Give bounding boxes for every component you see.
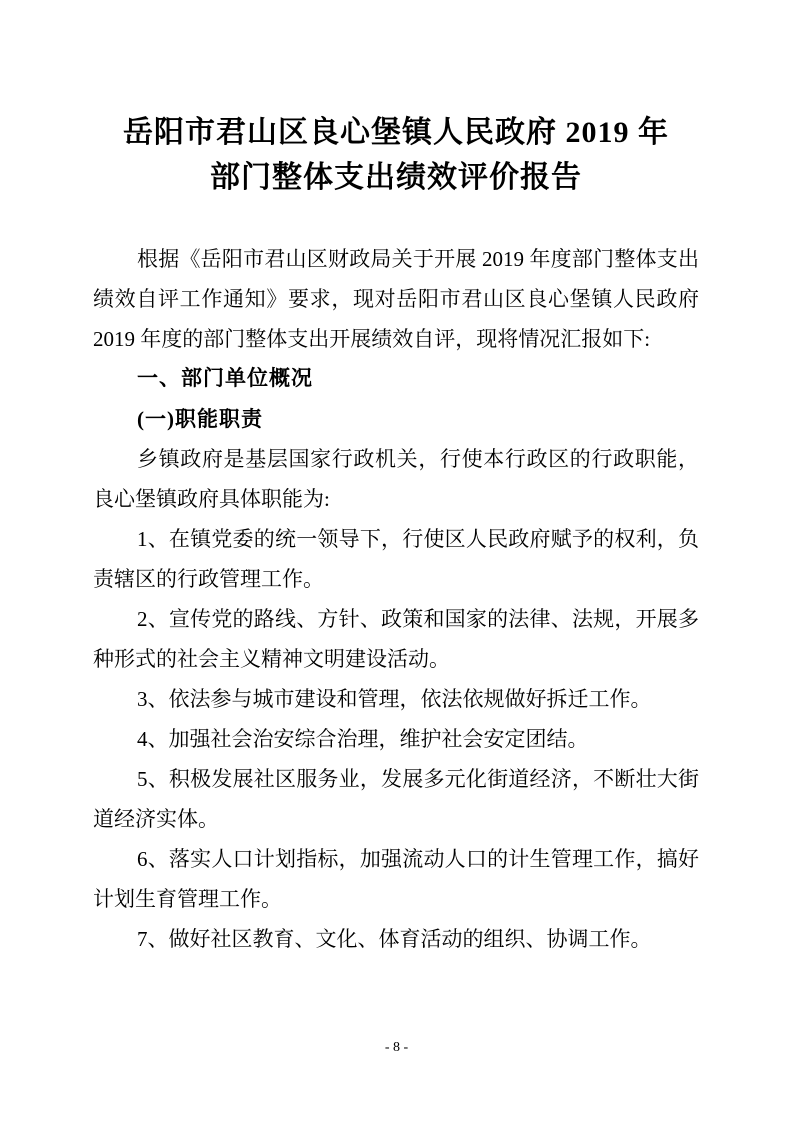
body-paragraph: 乡镇政府是基层国家行政机关，行使本行政区的行政职能，良心堡镇政府具体职能为: — [93, 447, 699, 511]
document-title-line-1: 岳阳市君山区良心堡镇人民政府 2019 年 — [123, 116, 669, 149]
body-paragraph: 7、做好社区教育、文化、体育活动的组织、协调工作。 — [137, 927, 652, 951]
document-content — [93, 110, 699, 959]
body-paragraph: 1、在镇党委的统一领导下，行使区人民政府赋予的权利，负责辖区的行政管理工作。 — [93, 527, 699, 591]
body-paragraph: 6、落实人口计划指标，加强流动人口的计生管理工作，搞好计划生育管理工作。 — [93, 847, 699, 911]
body-paragraph: 4、加强社会治安综合治理，维护社会安定团结。 — [137, 727, 589, 751]
body-paragraph: 2、宣传党的路线、方针、政策和国家的法律、法规，开展多种形式的社会主义精神文明建设活动。 — [93, 607, 699, 671]
page-number: - 8 - — [384, 1040, 409, 1055]
document-body — [93, 239, 699, 959]
body-paragraph: 3、依法参与城市建设和管理，依法依规做好拆迁工作。 — [137, 687, 652, 711]
intro-paragraph: 根据《岳阳市君山区财政局关于开展 2019 年度部门整体支出绩效自评工作通知》要求，现对岳阳市君山区良心堡镇人民政府 2019 年度的部门整体支出开展绩效自评，现将情况汇报如下: — [93, 247, 699, 351]
document-title-line-2: 部门整体支出绩效评价报告 — [210, 161, 582, 194]
body-paragraph: 5、积极发展社区服务业，发展多元化街道经济，不断壮大街道经济实体。 — [93, 767, 699, 831]
subsection-heading: (一)职能职责 — [137, 407, 263, 431]
section-heading: 一、部门单位概况 — [137, 367, 313, 390]
document-title — [93, 110, 699, 200]
paragraph-list — [93, 439, 699, 959]
